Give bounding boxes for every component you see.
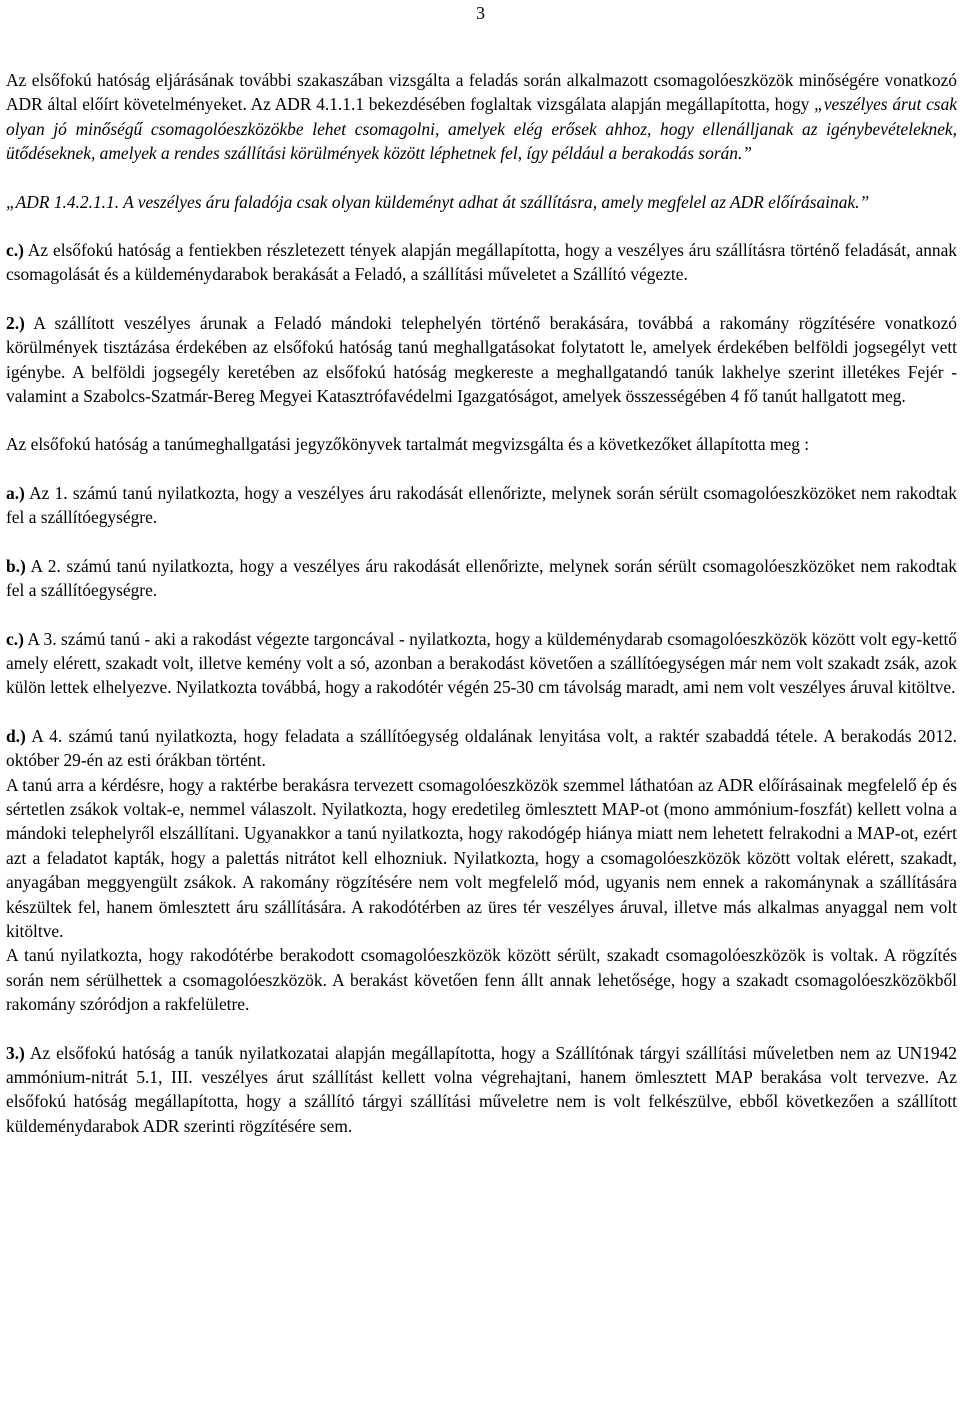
paragraph-c <box>6 238 957 287</box>
paragraph-label: 3.) <box>6 1042 25 1063</box>
witness-4-paragraph <box>6 724 957 773</box>
paragraph-text: Az 1. számú tanú nyilatkozta, hogy a veszélyes áru rakodását ellenőrizte, melynek során sérült csomagolóeszközöket nem rakodtak fel a szállítóegységre. <box>6 482 957 528</box>
paragraph-label: c.) <box>6 628 24 649</box>
paragraph-adr-requirements <box>6 68 957 166</box>
page-number: 3 <box>476 3 485 23</box>
paragraph-label: b.) <box>6 555 26 576</box>
document-body <box>6 68 957 1138</box>
paragraph-label: d.) <box>6 725 26 746</box>
paragraph-text: Az elsőfokú hatóság a fentiekben részletezett tények alapján megállapította, hogy a veszélyes áru szállításra történő feladását, annak csomagolását és a küldeménydarabok berakását a Feladó, a szállítási műveletet a Szállító végezte. <box>6 240 957 285</box>
paragraph-text: A szállított veszélyes árunak a Feladó mándoki telephelyén történő berakására, továbbá a rakomány rögzítésére vonatkozó körülmények tisztázása érdekében az elsőfokú hatóság tanú meghallgatásokat folytatott le, amelyek érdekében belföldi jogsegélyt vett igénybe. A belföldi jogsegély keretében az elsőfokú hatóság megkereste a meghallgatandó tanúk lakhelye szerint illetékes Fejér - valamint a Szabolcs-Szatmár-Bereg Megyei Katasztrófavédelmi Igazgatóságot, amelyek összességében 4 fő tanút hallgatott meg. <box>6 312 957 407</box>
paragraph-text: A 4. számú tanú nyilatkozta, hogy feladata a szállítóegység oldalának lenyitása volt, a raktér szabaddá tétele. A berakodás 2012. október 29-én az esti órákban történt. <box>6 725 957 771</box>
paragraph-text: Az elsőfokú hatóság a tanúk nyilatkozatai alapján megállapította, hogy a Szállítónak tárgyi szállítási műveletben nem az UN1942 ammónium-nitrát 5.1, III. veszélyes árut szállítást kellett volna végrehajtani, hanem ömlesztett MAP berakása volt tervezve. Az elsőfokú hatóság megállapította, hogy a szállító tárgyi szállítási műveletre nem is volt felkészülve, ebből következően a szállított küldeménydarabok ADR szerinti rögzítésére sem. <box>6 1042 957 1136</box>
paragraph-text: A 2. számú tanú nyilatkozta, hogy a veszélyes áru rakodását ellenőrizte, melynek során sérült csomagolóeszközöket nem rakodtak fel a szállítóegységre. <box>6 555 957 601</box>
witness-4-answer-paragraph: A tanú arra a kérdésre, hogy a raktérbe berakásra tervezett csomagolóeszközök szemmel láthatóan az ADR előírásainak megfelelő ép és sértetlen zsákok voltak-e, nemmel válaszolt. Nyilatkozta, hogy eredetileg ömlesztett MAP-ot (mono ammónium-foszfát) kellett volna a mándoki telephelyről elszállítani. Ugyanakkor a tanú nyilatkozta, hogy rakodógép hiánya miatt nem lehetett felrakodni a MAP-ot, ezért azt a feladatot kapták, hogy a palettás nitrátot kell elhozniuk. Nyilatkozta, hogy a csomagolóeszközök között voltak elérett, szakadt, anyagában meggyengült zsákok. A rakomány rögzítésére nem volt megfelelő mód, ugyanis nem ennek a rakománynak a szállítására készültek fel, hanem ömlesztett áru szállítására. A rakodótérben az üres tér veszélyes áruval, illetve más alkalmas anyaggal nem volt kitöltve. <box>6 774 957 941</box>
witness-2-paragraph <box>6 554 957 603</box>
adr-quote: „veszélyes árut csak olyan jó minőségű csomagolóeszközökbe lehet csomagolni, amelyek elég erősek ahhoz, hogy ellenálljanak az igénybevételeknek, ütődéseknek, amelyek a rendes szállítási körülmények között léphetnek fel, így például a berakodás során.” <box>6 94 957 164</box>
paragraph-label: c.) <box>6 240 24 261</box>
paragraph-text: Az elsőfokú hatóság eljárásának további szakaszában vizsgálta a feladás során alkalmazott csomagolóeszközök minőségére vonatkozó ADR által előírt követelményeket. Az ADR 4.1.1.1 bekezdésében foglaltak vizsgálata alapján megállapította, hogy <box>6 70 957 115</box>
paragraph-text: A 3. számú tanú - aki a rakodást végezte targoncával - nyilatkozta, hogy a küldeménydarab csomagolóeszközök között volt egy-kettő amely elérett, szakadt volt, illetve kemény volt a só, azonban a berakodást követően a szállítóegységen már nem volt szakadt zsák, azok külön lettek elhelyezve. Nyilatkozta továbbá, hogy a rakodótér végén 25-30 cm távolság maradt, ami nem volt veszélyes áruval kitöltve. <box>6 628 957 698</box>
paragraph-findings-intro: Az elsőfokú hatóság a tanúmeghallgatási jegyzőkönyvek tartalmát megvizsgálta és a következőket állapította meg : <box>6 434 810 455</box>
witness-1-paragraph <box>6 481 957 530</box>
paragraph-adr-1-4-2-1-1: „ADR 1.4.2.1.1. A veszélyes áru faladója csak olyan küldeményt adhat át szállításra, amely megfelel az ADR előírásainak.” <box>6 191 870 212</box>
paragraph-label: 2.) <box>6 312 25 333</box>
paragraph-label: a.) <box>6 482 25 503</box>
witness-3-paragraph <box>6 627 957 700</box>
paragraph-3 <box>6 1041 957 1139</box>
paragraph-2 <box>6 311 957 409</box>
witness-4-damage-paragraph: A tanú nyilatkozta, hogy rakodótérbe berakodott csomagolóeszközök között sérült, szakadt csomagolóeszközök is voltak. A rögzítés során nem sérülhettek a csomagolóeszközök. A berakást követően fenn állt annak lehetősége, hogy a szakadt csomagolóeszközökből rakomány szóródjon a rakfelületre. <box>6 945 957 1015</box>
